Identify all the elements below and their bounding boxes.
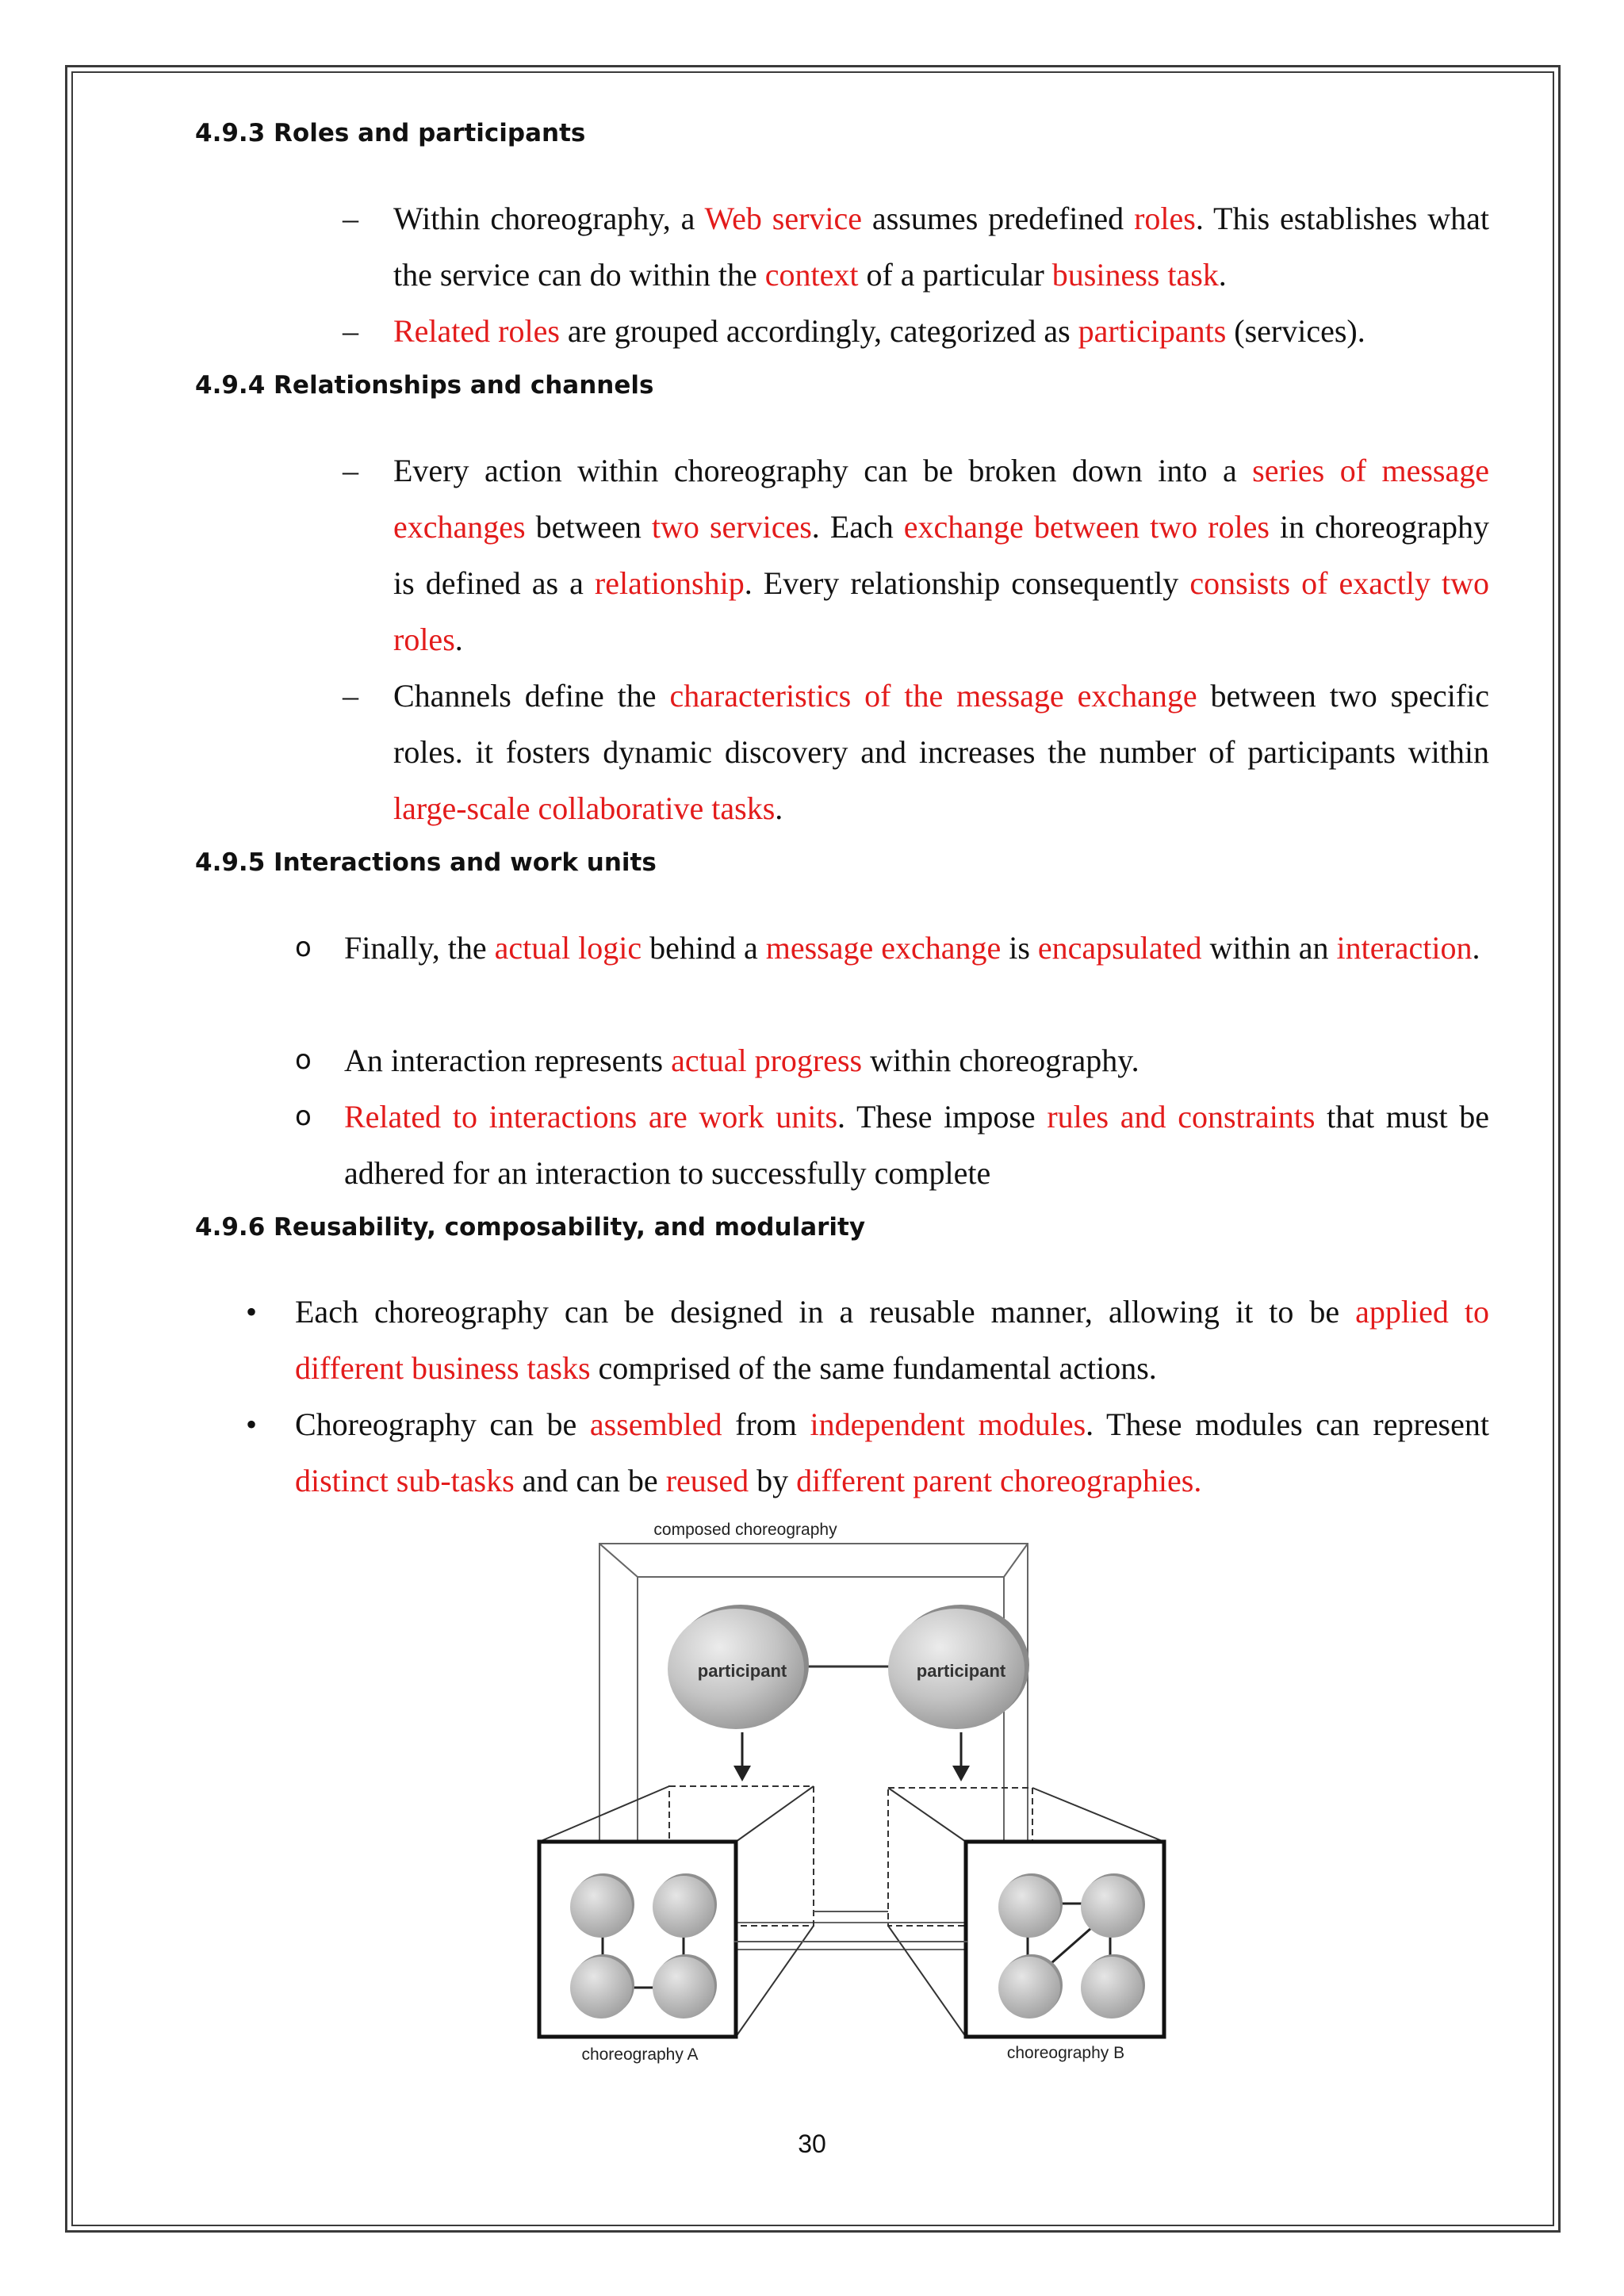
- dash-marker: –: [343, 678, 358, 714]
- item-text: [295, 1396, 1489, 1509]
- highlighted-term: actual progress: [671, 1043, 863, 1078]
- text-segment: Finally, the: [344, 930, 495, 966]
- text-segment: within choreography.: [862, 1043, 1139, 1078]
- text-segment: assumes predefined: [862, 201, 1135, 236]
- highlighted-term: encapsulated: [1037, 930, 1202, 966]
- highlighted-term: context: [764, 257, 859, 293]
- highlighted-term: business task: [1051, 257, 1219, 293]
- section-heading-interactions: 4.9.5 Interactions and work units: [195, 848, 657, 877]
- text-segment: Channels define the: [393, 678, 670, 714]
- highlighted-term: large-scale collaborative tasks: [393, 790, 776, 826]
- highlighted-term: exchange between two roles: [903, 509, 1270, 545]
- text-segment: Within choreography, a: [393, 201, 705, 236]
- dash-marker: –: [343, 201, 358, 236]
- highlighted-term: Related roles: [393, 313, 560, 349]
- highlighted-term: relationship: [594, 565, 745, 601]
- bullet-marker: •: [246, 1294, 258, 1330]
- item-text: [393, 442, 1489, 668]
- bullet-marker: •: [246, 1406, 258, 1442]
- text-segment: . This establishes what the service can do within the: [393, 201, 1489, 293]
- text-segment: (services).: [1226, 313, 1365, 349]
- section-heading-reusability: 4.9.6 Reusability, composability, and modularity: [195, 1213, 866, 1242]
- highlighted-term: interaction: [1336, 930, 1473, 966]
- text-segment: comprised of the same fundamental actions.: [590, 1350, 1157, 1386]
- highlighted-term: consists of exactly two roles: [393, 565, 1489, 657]
- item-text: [344, 920, 1489, 976]
- choreography-a-label: choreography A: [581, 2045, 699, 2064]
- text-segment: Every action within choreography can be broken down into a: [393, 453, 1253, 488]
- highlighted-term: applied to different business tasks: [295, 1294, 1489, 1386]
- text-segment: An interaction represents: [344, 1043, 672, 1078]
- text-segment: from: [722, 1406, 810, 1442]
- participant-right-label: participant: [916, 1661, 1006, 1681]
- text-segment: .: [1472, 930, 1480, 966]
- arrow-left: [733, 1732, 751, 1781]
- composed-choreography-label: composed choreography: [653, 1521, 837, 1539]
- highlighted-term: series of message exchanges: [393, 453, 1489, 545]
- text-segment: that must be adhered for an interaction to successfully complete: [344, 1099, 1490, 1191]
- text-segment: Choreography can be: [295, 1406, 590, 1442]
- item-text: [344, 1032, 1489, 1089]
- highlighted-term: assembled: [589, 1406, 722, 1442]
- page-number: 30: [798, 2130, 826, 2158]
- text-segment: .: [775, 790, 783, 826]
- highlighted-term: actual logic: [494, 930, 642, 966]
- item-text: [393, 190, 1489, 303]
- participant-left: [668, 1605, 809, 1729]
- item-text: [393, 303, 1489, 359]
- highlighted-term: characteristics of the message exchange: [669, 678, 1197, 714]
- highlighted-term: message exchange: [765, 930, 1002, 966]
- highlighted-term: different parent choreographies.: [796, 1463, 1202, 1498]
- text-segment: . Every relationship consequently: [744, 565, 1190, 601]
- highlighted-term: Related to interactions are work units: [344, 1099, 838, 1135]
- dash-marker: –: [343, 313, 358, 349]
- text-segment: of a particular: [858, 257, 1052, 293]
- choreography-figure: [523, 1510, 1174, 2081]
- text-segment: .: [1218, 257, 1227, 293]
- participant-right: [888, 1605, 1029, 1729]
- text-segment: .: [454, 622, 463, 657]
- text-segment: is: [1001, 930, 1038, 966]
- dash-marker: –: [343, 453, 358, 488]
- circle-marker: o: [295, 1100, 312, 1132]
- text-segment: . These modules can represent: [1086, 1406, 1489, 1442]
- participant-left-label: participant: [697, 1661, 787, 1681]
- text-segment: are grouped accordingly, categorized as: [559, 313, 1078, 349]
- item-text: [344, 1089, 1489, 1201]
- text-segment: between: [525, 509, 652, 545]
- text-segment: by: [749, 1463, 797, 1498]
- highlighted-term: rules and constraints: [1047, 1099, 1316, 1135]
- section-heading-roles: 4.9.3 Roles and participants: [195, 119, 586, 147]
- circle-marker: o: [295, 932, 312, 963]
- item-text: [393, 668, 1489, 836]
- highlighted-term: roles: [1134, 201, 1196, 236]
- item-text: [295, 1284, 1489, 1396]
- text-segment: . Each: [811, 509, 904, 545]
- choreography-diagram: [523, 1510, 1174, 2081]
- section-heading-relationships: 4.9.4 Relationships and channels: [195, 371, 654, 400]
- highlighted-term: Web service: [704, 201, 863, 236]
- text-segment: between two specific roles. it fosters dynamic discovery and increases the number of participants within: [393, 678, 1489, 770]
- text-segment: in choreography is defined as a: [393, 509, 1489, 601]
- text-segment: behind a: [642, 930, 766, 966]
- arrow-right: [952, 1732, 970, 1781]
- text-segment: Each choreography can be designed in a reusable manner, allowing it to be: [295, 1294, 1356, 1330]
- highlighted-term: two services: [651, 509, 812, 545]
- highlighted-term: distinct sub-tasks: [295, 1463, 515, 1498]
- highlighted-term: reused: [665, 1463, 749, 1498]
- circle-marker: o: [295, 1044, 312, 1076]
- text-segment: and can be: [514, 1463, 666, 1498]
- highlighted-term: independent modules: [810, 1406, 1086, 1442]
- choreography-b-label: choreography B: [1006, 2044, 1125, 2062]
- highlighted-term: participants: [1078, 313, 1227, 349]
- text-segment: . These impose: [837, 1099, 1048, 1135]
- text-segment: within an: [1201, 930, 1337, 966]
